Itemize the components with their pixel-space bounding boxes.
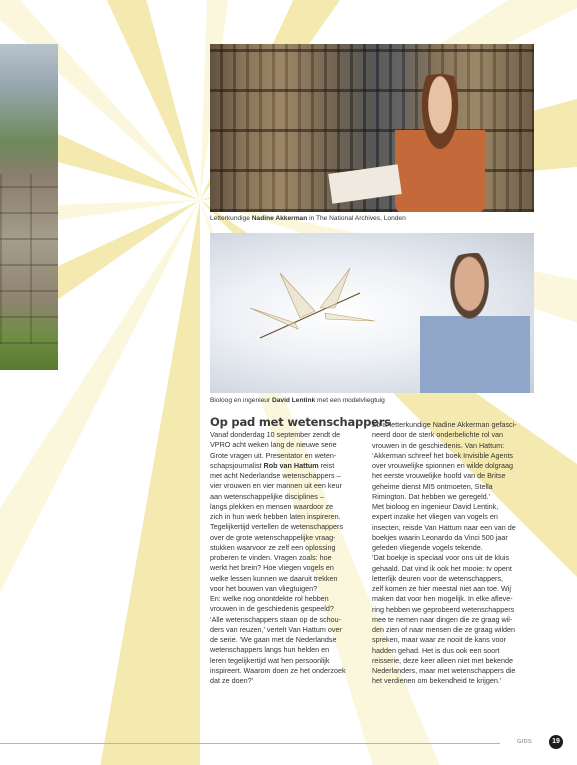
text-line: expert inzake het vliegen van vogels en <box>372 512 498 522</box>
text-line-with-name <box>210 461 370 471</box>
text-line: Grote vragen uit. Presentator en weten- <box>210 450 337 460</box>
text-line: Vanaf donderdag 10 september zendt de <box>210 430 341 439</box>
text-line: ‘Alle wetenschappers staan op de schou- <box>210 614 342 624</box>
text-line: Nederlanders, maar met wetenschappers die <box>372 666 516 675</box>
text-line: En: welke nog onontdekte rol hebben <box>210 594 329 603</box>
text-fragment: schapsjournalist <box>210 460 264 470</box>
photo-caption-2 <box>210 396 385 405</box>
text-line: Zo is letterkundige Nadine Akkerman gefasci- <box>372 420 517 429</box>
text-line: wetenschappers langs hun helden en <box>210 645 330 655</box>
caption-1-prefix: Letterkundige <box>210 215 252 222</box>
caption-1-suffix: in The National Archives, Londen <box>307 215 406 222</box>
text-line: reisserie, deze keer alleen niet met bekende <box>372 655 514 665</box>
caption-2-name: David Lentink <box>271 397 316 404</box>
text-line: zich in hun werk hebben laten inspireren. <box>210 512 341 521</box>
text-line: maken dat voor hen mogelijk. In elke afleve- <box>372 594 513 604</box>
text-line: gehaald. Dat vind ik ook het mooie: tv opent <box>372 563 512 573</box>
text-line: vrouwen in de geschiedenis. Van Hattum: <box>372 440 505 450</box>
text-line: de serie. ‘We gaan met de Nederlandse <box>210 635 337 644</box>
caption-1-name: Nadine Akkerman <box>251 215 308 222</box>
text-line: leren tegelijkertijd wat hen persoonlijk <box>210 655 330 665</box>
text-line: stukken waarvoor ze zelf een oplossing <box>210 542 336 552</box>
text-line: over de grote wetenschappelijke vraag- <box>210 532 336 542</box>
text-line: Met bioloog en ingenieur David Lentink, <box>372 502 499 511</box>
stone-wall-texture <box>0 174 58 344</box>
page-number-badge: 19 <box>549 735 563 749</box>
text-line: insecten, reisde Van Hattum naar een van de <box>372 522 516 532</box>
article-column-right <box>372 420 532 687</box>
text-line: over vrouwelijke spionnen en wilde dolgraag <box>372 461 514 470</box>
text-line: mee te nemen naar dingen die ze graag wil- <box>372 614 513 624</box>
text-line: zelf komen ze hier meestal niet aan toe. Wij <box>372 584 512 593</box>
text-line: ‘Dat boekje is speciaal voor ons uit de kluis <box>372 553 510 563</box>
caption-2-prefix: Bioloog en ingenieur <box>210 397 272 404</box>
text-line: welke lessen kunnen we daaruit trekken <box>210 573 338 583</box>
text-line: ‘Akkerman schreef het boek Invisible Agents <box>372 450 514 460</box>
text-line: letterlijk deuren voor de wetenschappers, <box>372 573 504 583</box>
text-line: ring hebben we geprobeerd wetenschappers <box>372 604 515 614</box>
text-line: VPRO acht weken lang de nieuwe serie <box>210 440 337 450</box>
text-line: hadden gehad. Het is dus ook een soort <box>372 645 500 655</box>
text-line: aan wetenschappelijke disciplines – <box>210 491 324 501</box>
man-figure <box>420 253 530 393</box>
caption-2-suffix: met een modelvliegtuig <box>315 397 385 404</box>
text-line: boekjes waarin Leonardo da Vinci 500 jaar <box>372 532 508 542</box>
woman-figure <box>395 74 485 212</box>
text-line: Tegelijkertijd vertellen de wetenschappers <box>210 522 344 532</box>
article-column-left <box>210 430 370 686</box>
footer-rule <box>0 743 500 744</box>
text-line: Rimington. Dat hebben we geregeld.’ <box>372 491 491 501</box>
text-fragment: reist <box>318 460 335 470</box>
text-line: dat ze doen?’ <box>210 676 254 685</box>
text-line: voor het bouwen van vliegtuigen? <box>210 583 318 593</box>
insect-model-icon <box>240 263 380 353</box>
text-line: den zien of naar mensen die ze graag wilden <box>372 625 516 634</box>
text-line: geleden vliegende vogels tekende. <box>372 543 483 552</box>
article-title: Op pad met wetenschappers <box>210 415 391 429</box>
text-line: geheime dienst MI5 ontmoeten, Stella <box>372 481 493 491</box>
text-line: spreken, maar waar ze nooit de kans voor <box>372 635 506 645</box>
magazine-name: GIDS <box>517 739 533 745</box>
text-line: ders van reuzen,’ vertelt Van Hattum over <box>210 624 342 634</box>
text-line: vier vrouwen en vier mannen uit een keur <box>210 481 342 491</box>
man-with-insect-model-photo <box>210 233 534 393</box>
text-line: proberen te vinden. Vragen zoals: hoe <box>210 553 332 562</box>
text-line: vrouwen in de geschiedenis gespeeld? <box>210 604 334 614</box>
text-line: werkt het brein? Hoe vliegen vogels en <box>210 563 334 573</box>
text-line: inspireert. Waarom doen ze het onderzoek <box>210 665 346 675</box>
presenter-name: Rob van Hattum <box>263 460 319 470</box>
text-line: met acht Nederlandse wetenschappers – <box>210 471 341 480</box>
text-line: neerd door de sterk onderbelichte rol van <box>372 430 504 440</box>
text-line: langs plekken en mensen waardoor ze <box>210 501 334 511</box>
photo-caption-1 <box>210 214 406 223</box>
text-line: het eerste vrouwelijke hoofd van de Britse <box>372 471 506 481</box>
left-stone-wall-photo <box>0 44 58 370</box>
text-line: het verdienen om bekendheid te krijgen.’ <box>372 676 502 686</box>
archive-woman-photo <box>210 44 534 212</box>
